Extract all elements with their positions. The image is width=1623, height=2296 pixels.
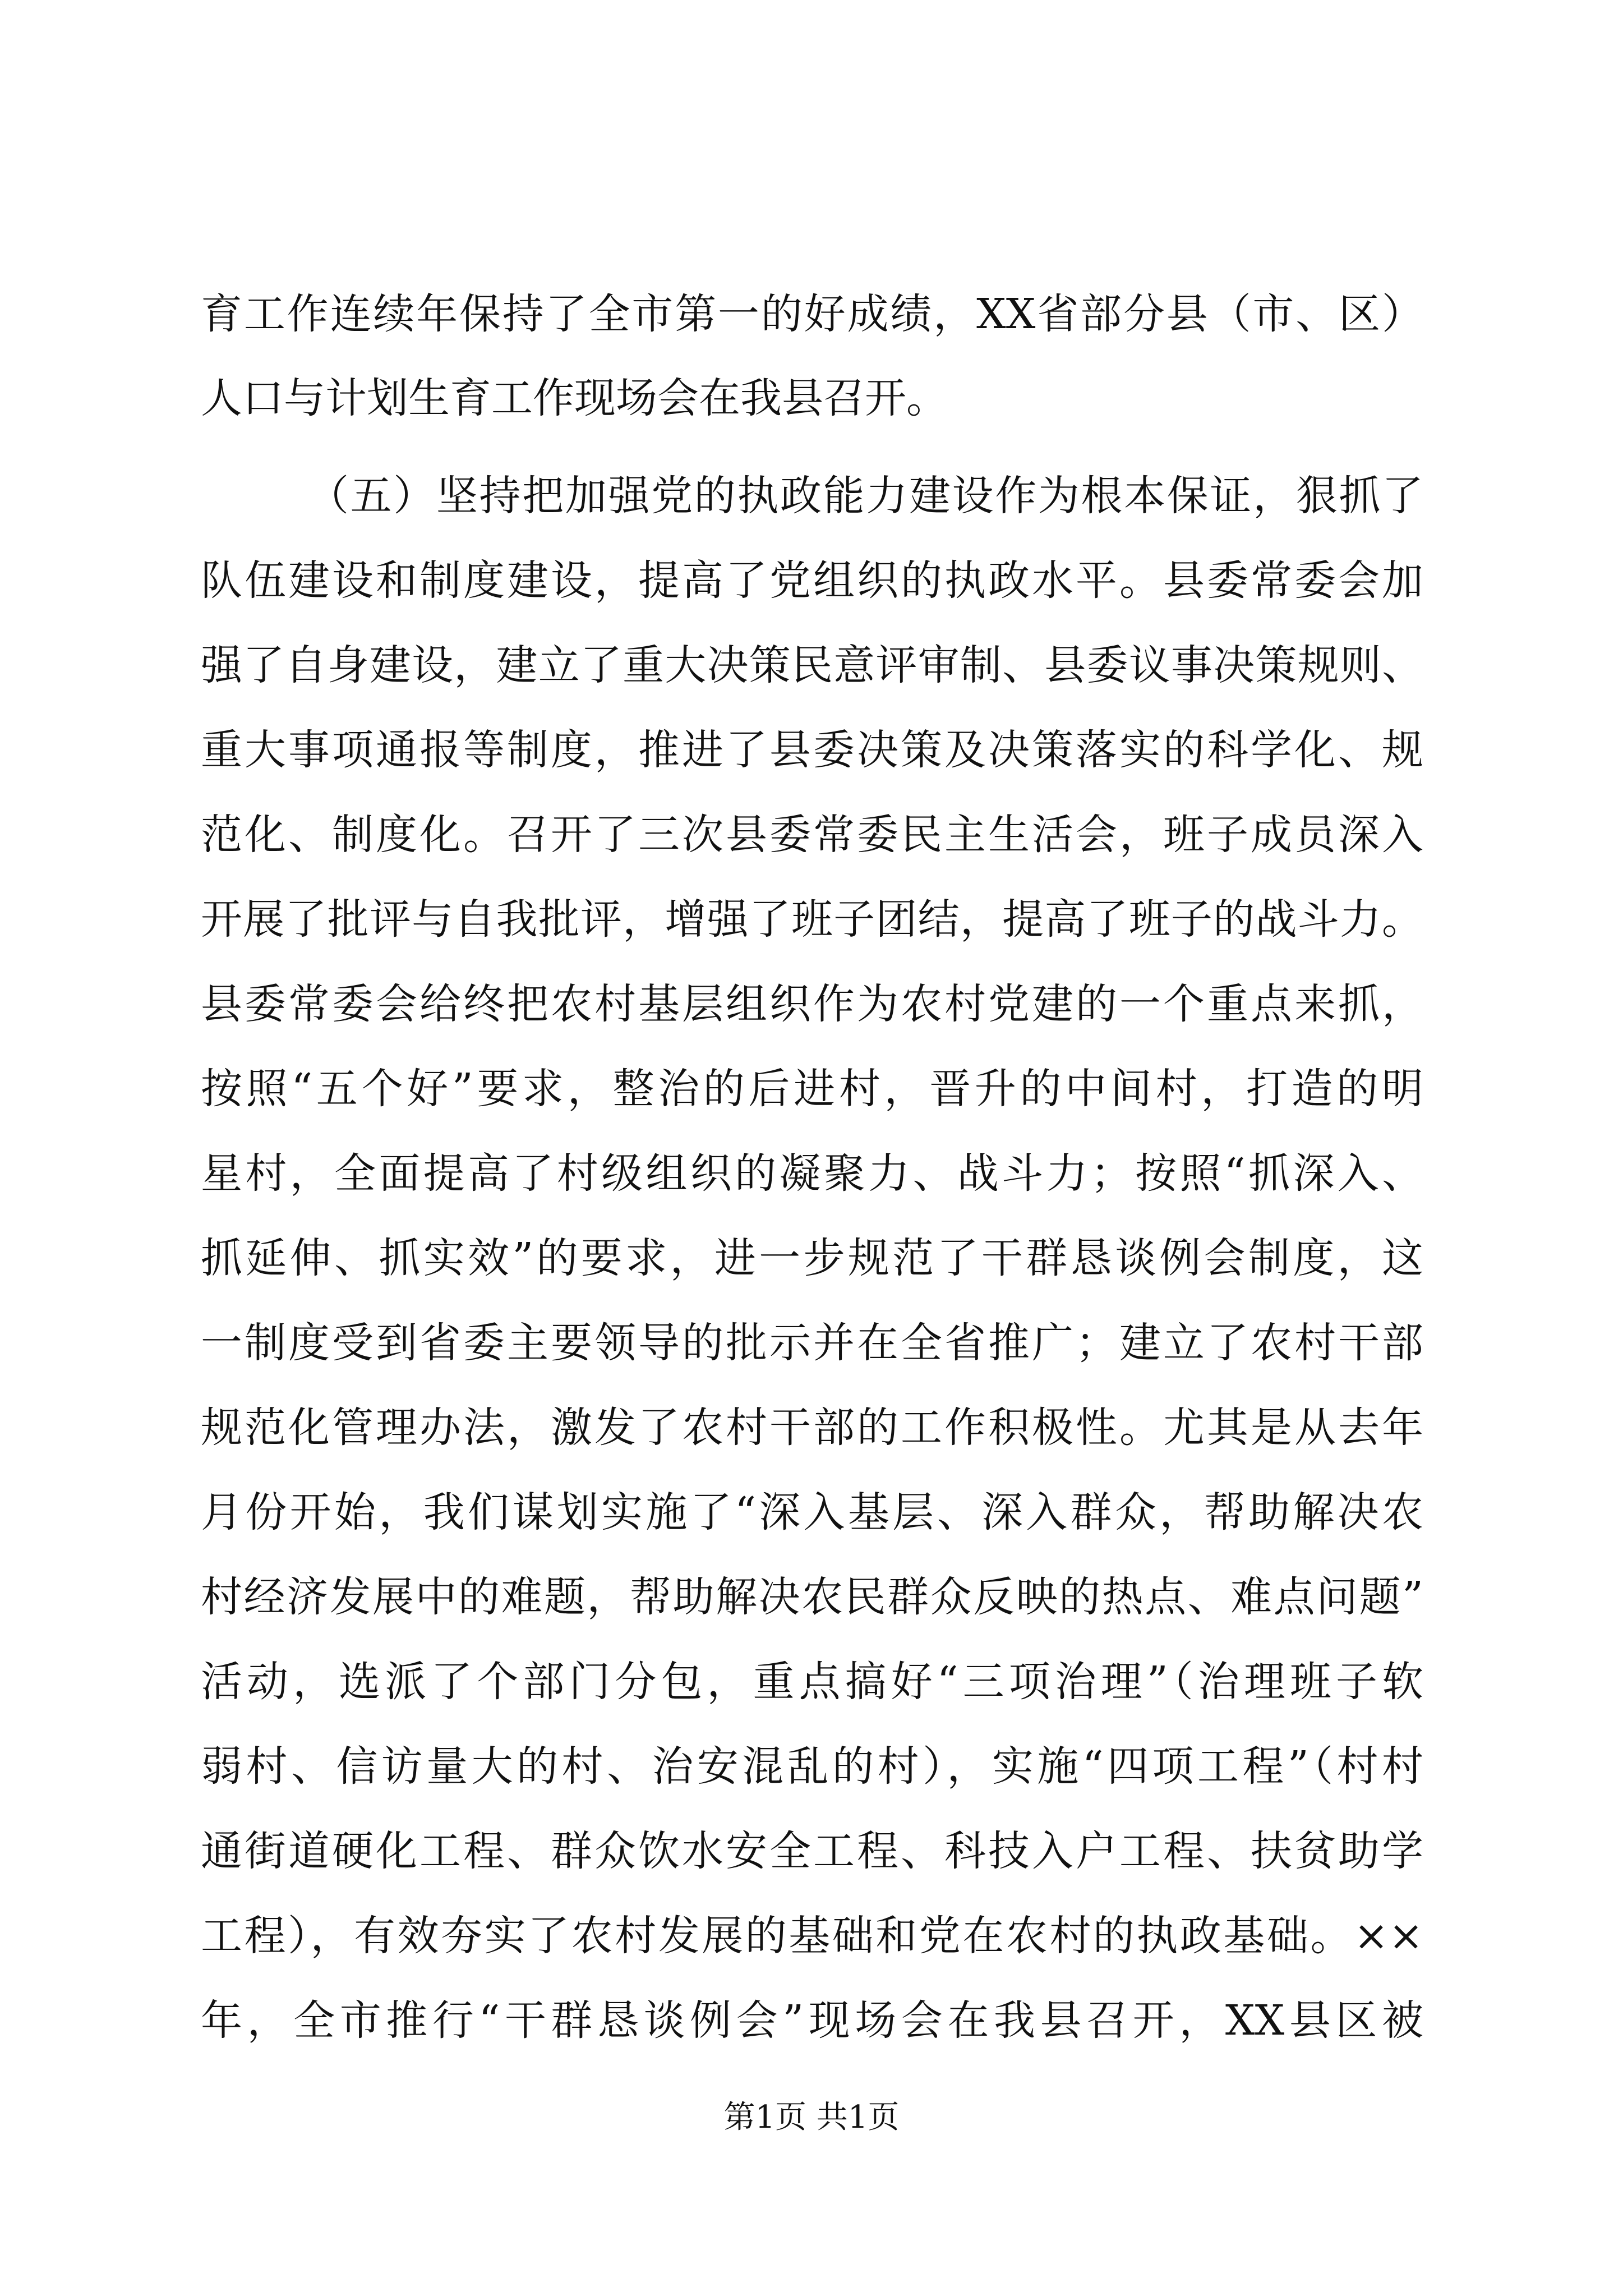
text-line: 月份开始，我们谋划实施了“深入基层、深入群众，帮助解决农	[201, 1488, 1423, 1536]
text-line: 星村，全面提高了村级组织的凝聚力、战斗力；按照“抓深入、	[201, 1149, 1423, 1198]
text-line: 重大事项通报等制度，推进了县委决策及决策落实的科学化、规	[201, 726, 1423, 774]
text-line: 育工作连续年保持了全市第一的好成绩，XX省部分县（市、区）	[201, 290, 1423, 338]
text-line: 县委常委会给终把农村基层组织作为农村党建的一个重点来抓，	[201, 980, 1423, 1028]
text-line: 一制度受到省委主要领导的批示并在全省推广；建立了农村干部	[201, 1319, 1423, 1367]
paragraph-heading-line: （五）坚持把加强党的执政能力建设作为根本保证，狠抓了	[307, 472, 1423, 520]
text-line: 按照“五个好”要求，整治的后进村，晋升的中间村，打造的明	[201, 1065, 1423, 1113]
page-number-footer: 第1页 共1页	[723, 2099, 900, 2136]
text-line: 范化、制度化。召开了三次县委常委民主生活会，班子成员深入	[201, 811, 1423, 859]
text-line: 开展了批评与自我批评，增强了班子团结，提高了班子的战斗力。	[201, 895, 1423, 944]
text-line: 村经济发展中的难题，帮助解决农民群众反映的热点、难点问题”	[201, 1573, 1423, 1621]
text-line: 队伍建设和制度建设，提高了党组织的执政水平。县委常委会加	[201, 556, 1423, 605]
text-line: 通街道硬化工程、群众饮水安全工程、科技入户工程、扶贫助学	[201, 1827, 1423, 1875]
text-line: 抓延伸、抓实效”的要求，进一步规范了干群恳谈例会制度，这	[201, 1234, 1423, 1282]
text-line: 年，全市推行“干群恳谈例会”现场会在我县召开，XX县区被	[201, 1996, 1423, 2045]
text-line: 弱村、信访量大的村、治安混乱的村），实施“四项工程”（村村	[201, 1742, 1423, 1791]
text-line: 人口与计划生育工作现场会在我县召开。	[201, 374, 948, 422]
text-line: 活动，选派了个部门分包，重点搞好“三项治理”（治理班子软	[201, 1658, 1423, 1706]
text-line: 工程），有效夯实了农村发展的基础和党在农村的执政基础。××	[201, 1912, 1423, 1960]
text-line: 规范化管理办法，激发了农村干部的工作积极性。尤其是从去年	[201, 1404, 1423, 1452]
text-line: 强了自身建设，建立了重大决策民意评审制、县委议事决策规则、	[201, 641, 1423, 689]
